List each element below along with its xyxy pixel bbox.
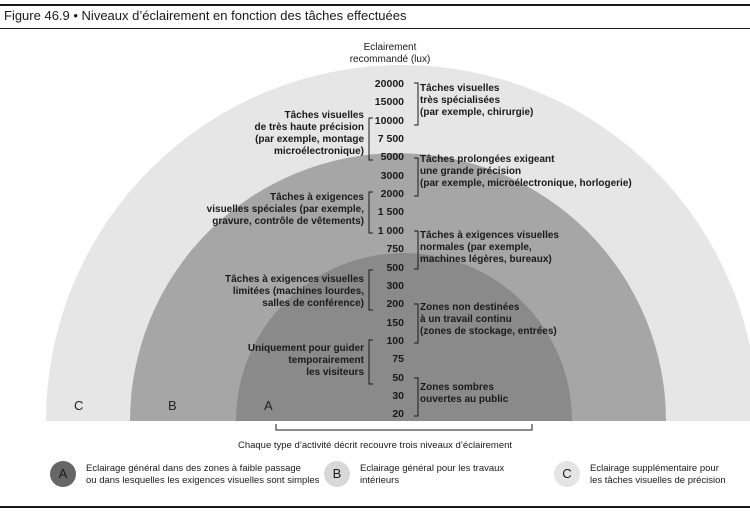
legend-line: Eclairage supplémentaire pour (590, 463, 719, 474)
ring-label-b: B (168, 398, 177, 413)
description-line: Tâches à exigences (270, 192, 364, 203)
description-line: à un travail continu (420, 314, 512, 325)
description-line: temporairement (288, 355, 364, 366)
description-line: Zones non destinées (420, 302, 520, 313)
description-line: salles de conférence) (262, 298, 364, 309)
description-line: Tâches à exigences visuelles (225, 274, 364, 285)
lux-value: 300 (386, 279, 404, 292)
description-line: (zones de stockage, entrées) (420, 326, 557, 337)
legend-circle-c: C (554, 461, 580, 487)
description-line: visuelles spéciales (par exemple, (206, 204, 364, 215)
description-line: normales (par exemple, (420, 242, 532, 253)
description-line: très spécialisées (420, 95, 501, 106)
lux-value: 3000 (380, 169, 404, 182)
lux-value: 30 (392, 389, 404, 402)
left-description (255, 110, 364, 158)
description-line: (par exemple, montage (255, 134, 364, 145)
description-line: machines légères, bureaux) (420, 254, 552, 265)
lux-value: 20000 (374, 78, 404, 90)
lux-value: 1 500 (377, 206, 404, 219)
right-description (420, 154, 632, 190)
unit-label-line: Eclairement (363, 42, 417, 53)
legend-line: intérieurs (360, 475, 400, 486)
left-description (225, 274, 364, 310)
description-line: Tâches prolongées exigeant (420, 154, 555, 165)
unit-label-line: recommandé (lux) (349, 54, 431, 65)
description-line: (par exemple, microélectronique, horlogerie) (420, 178, 632, 189)
lux-value: 20 (392, 408, 404, 421)
lux-value: 500 (386, 261, 404, 274)
lux-value: 10000 (374, 114, 404, 127)
description-line: Zones sombres (420, 382, 494, 393)
legend-line: les tâches visuelles de précision (590, 475, 726, 486)
unit-label (340, 42, 440, 66)
description-line: ouvertes au public (420, 394, 509, 405)
lux-value: 1 000 (377, 224, 404, 237)
legend-text-c (590, 463, 726, 487)
lux-value: 50 (392, 371, 404, 384)
legend-circle-b: B (324, 461, 350, 487)
description-line: une grande précision (420, 166, 522, 177)
legend-text-a (86, 463, 319, 487)
right-description (420, 230, 559, 266)
right-description (420, 302, 557, 338)
legend-line: ou dans lesquelles les exigences visuelles sont simples (86, 475, 320, 486)
legend-circle-a: A (50, 461, 76, 487)
bracket-caption: Chaque type d’activité décrit recouvre trois niveaux d’éclairement (237, 440, 513, 451)
lux-value: 200 (386, 298, 404, 311)
description-line: les visiteurs (306, 367, 364, 378)
right-description (420, 382, 508, 406)
description-line: Tâches visuelles (284, 110, 364, 121)
description-line: de très haute précision (254, 122, 364, 133)
lux-value: 75 (392, 353, 404, 366)
legend-text-b (360, 463, 504, 487)
left-description (248, 343, 364, 379)
lux-value: 15000 (374, 96, 404, 109)
lux-value: 7 500 (377, 133, 404, 146)
description-line: gravure, contrôle de vêtements) (212, 216, 364, 227)
ring-label-a: A (264, 398, 273, 413)
description-line: microélectronique) (273, 146, 364, 157)
bottom-rule (0, 506, 750, 508)
lux-value: 5000 (380, 151, 404, 164)
lux-value: 100 (386, 334, 404, 347)
description-line: Uniquement pour guider (247, 343, 364, 354)
right-description (420, 83, 533, 119)
left-description (207, 192, 364, 228)
description-line: Tâches visuelles (420, 83, 500, 94)
ring-label-c: C (74, 398, 84, 413)
legend-line: Eclairage général dans des zones à faible passage (86, 463, 301, 474)
lux-value: 750 (386, 243, 404, 256)
description-line: (par exemple, chirurgie) (420, 107, 534, 118)
lux-value: 150 (386, 316, 404, 329)
description-line: limitées (machines lourdes, (232, 286, 364, 297)
description-line: Tâches à exigences visuelles (420, 230, 559, 241)
legend-line: Eclairage général pour les travaux (360, 463, 505, 474)
figure-title: Figure 46.9 • Niveaux d’éclairement en fonction des tâches effectuées (4, 8, 407, 23)
lux-value: 2000 (380, 188, 404, 201)
